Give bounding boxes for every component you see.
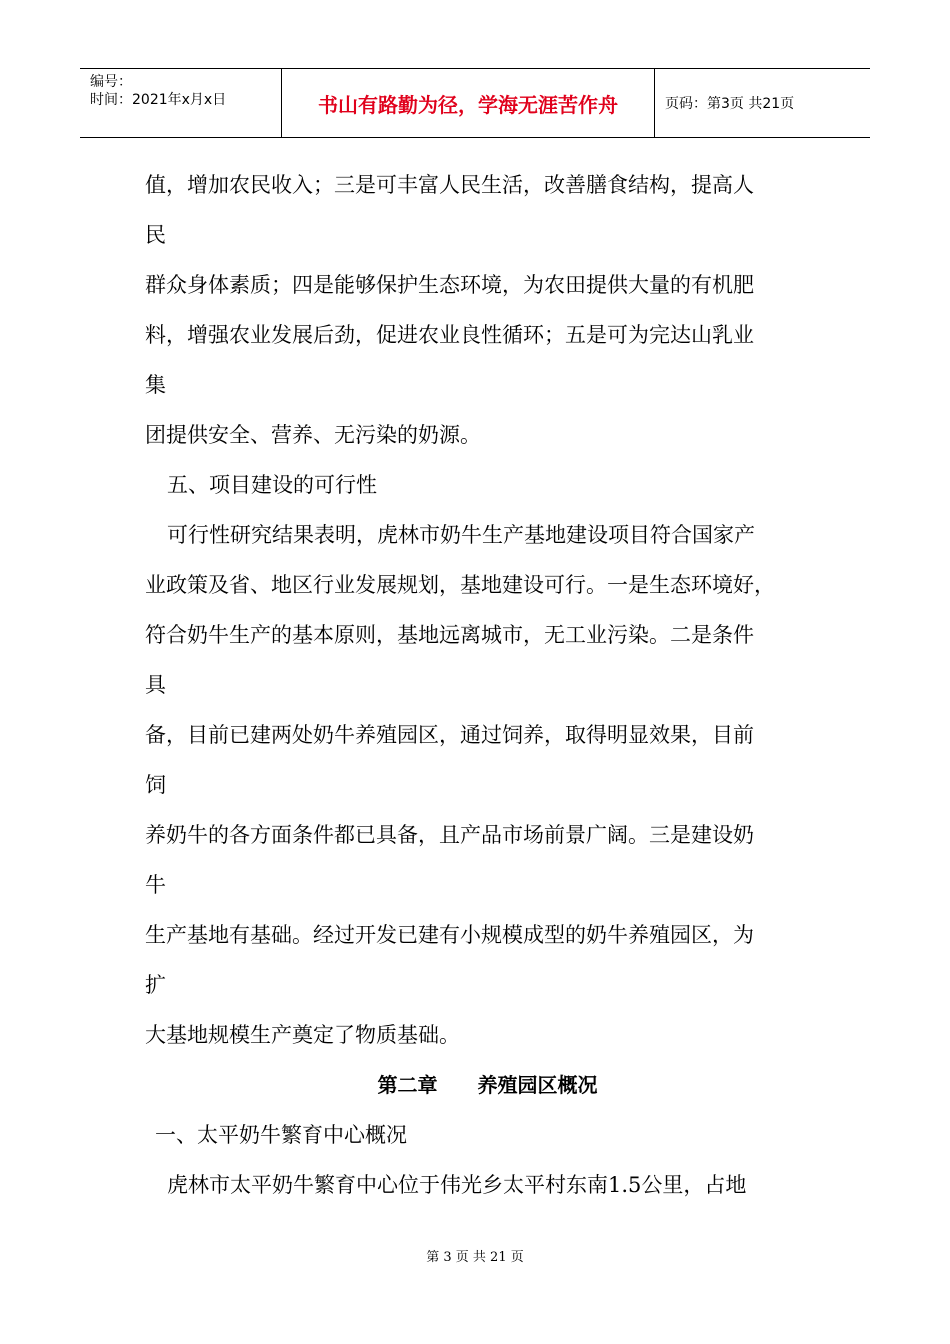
body-line: 料，增强农业发展后劲，促进农业良性循环；五是可为完达山乳业 — [145, 323, 754, 347]
header-page-info: 页码：第3页 共21页 — [665, 96, 795, 112]
body-line: 集 — [145, 373, 166, 397]
section-heading-center: 一、太平奶牛繁育中心概况 — [155, 1123, 407, 1147]
body-line: 大基地规模生产奠定了物质基础。 — [145, 1023, 460, 1047]
body-line: 养奶牛的各方面条件都已具备，且产品市场前景广阔。三是建设奶 — [145, 823, 754, 847]
body-line: 备，目前已建两处奶牛养殖园区，通过饲养，取得明显效果，目前 — [145, 723, 754, 747]
section-heading-feasibility: 五、项目建设的可行性 — [167, 473, 377, 497]
body-line: 生产基地有基础。经过开发已建有小规模成型的奶牛养殖园区，为 — [145, 923, 754, 947]
body-line: 值，增加农民收入；三是可丰富人民生活，改善膳食结构，提高人 — [145, 173, 754, 197]
body-line: 团提供安全、营养、无污染的奶源。 — [145, 423, 481, 447]
body-line: 扩 — [145, 973, 166, 997]
body-line: 具 — [145, 673, 166, 697]
document-body — [145, 160, 810, 1210]
header-motto: 书山有路勤为径，学海无涯苦作舟 — [282, 69, 655, 137]
body-line: 虎林市太平奶牛繁育中心位于伟光乡太平村东南1.5公里，占地 — [167, 1173, 747, 1197]
document-header — [80, 68, 870, 138]
page-footer: 第 3 页 共 21 页 — [426, 1250, 524, 1265]
time-label: 时间：2021年x月x日 — [90, 92, 227, 108]
header-meta — [80, 69, 282, 137]
number-label: 编号： — [90, 74, 132, 90]
body-line: 业政策及省、地区行业发展规划，基地建设可行。一是生态环境好， — [145, 573, 775, 597]
body-line: 饲 — [145, 773, 166, 797]
body-line: 牛 — [145, 873, 166, 897]
body-line: 符合奶牛生产的基本原则，基地远离城市，无工业污染。二是条件 — [145, 623, 754, 647]
body-line: 民 — [145, 223, 166, 247]
body-line: 群众身体素质；四是能够保护生态环境，为农田提供大量的有机肥 — [145, 273, 754, 297]
chapter-title: 第二章 养殖园区概况 — [377, 1073, 598, 1097]
body-line: 可行性研究结果表明，虎林市奶牛生产基地建设项目符合国家产 — [167, 523, 755, 547]
